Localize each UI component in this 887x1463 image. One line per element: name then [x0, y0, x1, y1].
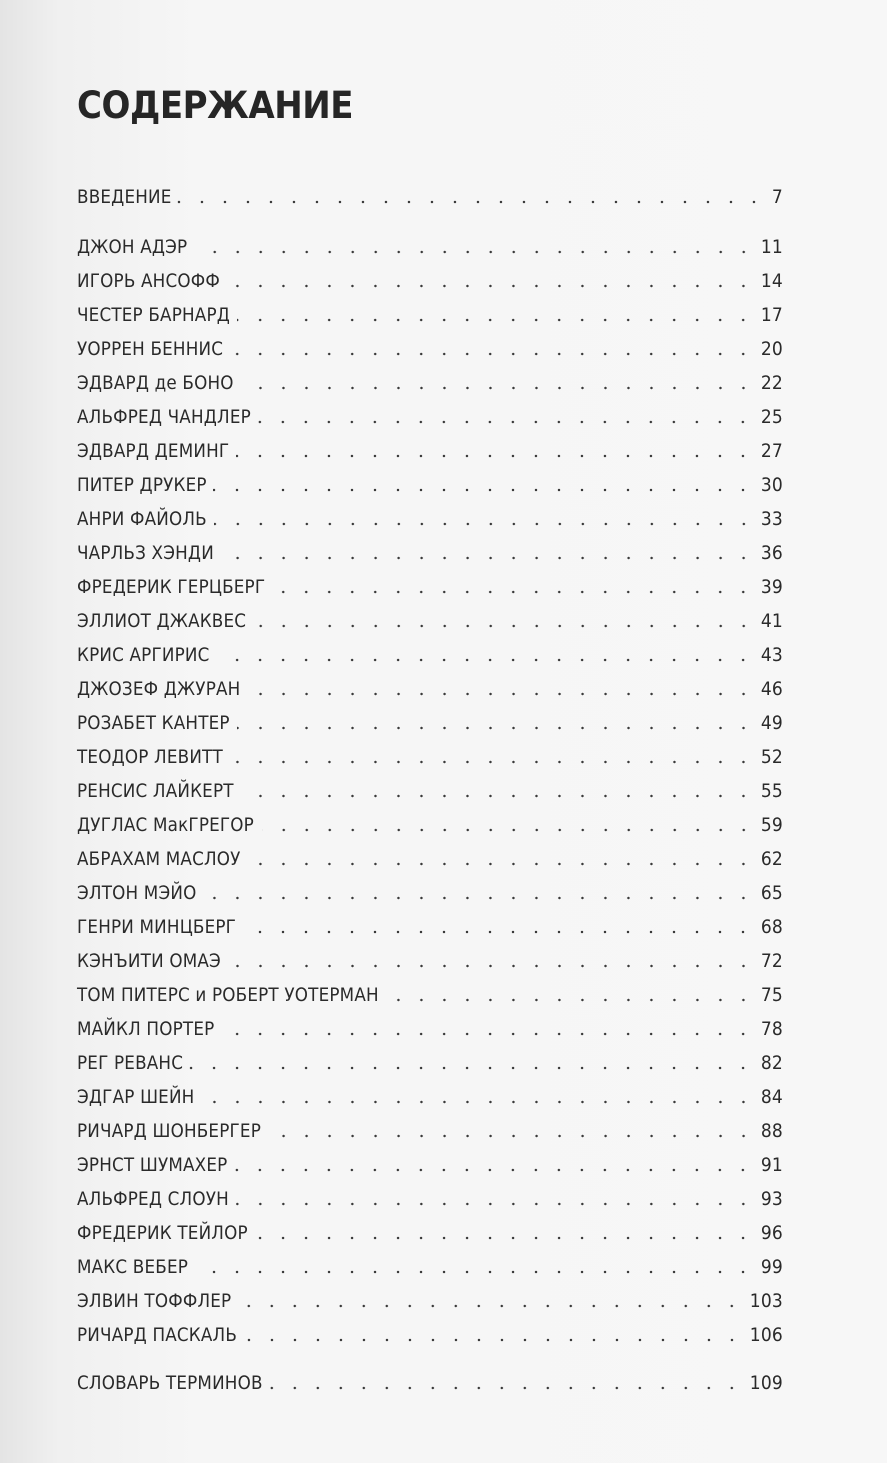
toc-entry[interactable] — [77, 773, 783, 803]
toc-entry[interactable] — [77, 331, 783, 361]
toc-entry-page: 109 — [749, 1372, 783, 1394]
toc-entry-page: 27 — [760, 440, 783, 462]
dot-leader — [270, 1371, 747, 1395]
toc-entry-label: ПИТЕР ДРУКЕР — [77, 474, 207, 496]
toc-entry[interactable] — [77, 1147, 783, 1177]
dot-leader — [241, 779, 759, 803]
dot-leader — [230, 337, 759, 361]
toc-entry-label: АЛЬФРЕД СЛОУН — [77, 1188, 229, 1210]
toc-entry[interactable] — [77, 1249, 783, 1279]
toc-entry[interactable] — [77, 909, 783, 939]
dot-leader — [194, 1255, 759, 1279]
toc-entry[interactable] — [77, 1317, 783, 1347]
toc-entry-page: 106 — [749, 1324, 783, 1346]
toc-entry[interactable] — [77, 365, 783, 395]
dot-leader — [236, 1187, 759, 1211]
toc-entry[interactable] — [77, 603, 783, 633]
dot-leader — [389, 983, 759, 1007]
toc-entry-label: ЧЕСТЕР БАРНАРД — [77, 304, 231, 326]
toc-entry-page: 99 — [760, 1256, 783, 1278]
toc-entry-label: ЭЛЛИОТ ДЖАКВЕС — [77, 610, 247, 632]
dot-leader — [258, 405, 758, 429]
toc-entry-label: ЭДВАРД ДЕМИНГ — [77, 440, 230, 462]
dot-leader — [241, 371, 759, 395]
toc-entry-label: АЛЬФРЕД ЧАНДЛЕР — [77, 406, 251, 428]
toc-entry-label: КРИС АРГИРИС — [77, 644, 210, 666]
dot-leader — [194, 235, 759, 259]
dot-leader — [214, 507, 759, 531]
toc-entry[interactable] — [77, 1113, 783, 1143]
toc-entry-page: 11 — [760, 236, 783, 258]
toc-entry-label: РИЧАРД ШОНБЕРГЕР — [77, 1120, 262, 1142]
dot-leader — [255, 1221, 759, 1245]
toc-entry-page: 72 — [760, 950, 783, 972]
toc-entry[interactable] — [77, 229, 783, 259]
table-of-contents — [77, 0, 783, 1463]
toc-entry-label: ФРЕДЕРИК ГЕРЦБЕРГ — [77, 576, 266, 598]
toc-entry-page: 33 — [760, 508, 783, 530]
toc-entry[interactable] — [77, 671, 783, 701]
toc-entry-label: РЕНСИС ЛАЙКЕРТ — [77, 780, 234, 802]
toc-entry[interactable] — [77, 841, 783, 871]
dot-leader — [254, 609, 759, 633]
toc-entry[interactable] — [77, 807, 783, 837]
toc-entry[interactable] — [77, 535, 783, 565]
toc-entry[interactable] — [77, 875, 783, 905]
toc-entry-page: 82 — [760, 1052, 783, 1074]
dot-leader — [234, 1153, 758, 1177]
toc-entry-label: ДУГЛАС МакГРЕГОР — [77, 814, 254, 836]
toc-entry-label: РЕГ РЕВАНС — [77, 1052, 184, 1074]
toc-entry[interactable] — [77, 297, 783, 327]
dot-leader — [273, 575, 759, 599]
toc-entry[interactable] — [77, 1045, 783, 1075]
toc-entry-page: 20 — [760, 338, 783, 360]
toc-entry-page: 65 — [760, 882, 783, 904]
dot-leader — [201, 1085, 759, 1109]
toc-entry[interactable] — [77, 977, 783, 1007]
toc-entry-label: ИГОРЬ АНСОФФ — [77, 270, 220, 292]
toc-entry-label: ЭЛВИН ТОФФЛЕР — [77, 1290, 232, 1312]
toc-entry-page: 91 — [760, 1154, 783, 1176]
toc-entry-label: МАЙКЛ ПОРТЕР — [77, 1018, 215, 1040]
toc-entry[interactable] — [77, 637, 783, 667]
toc-entry[interactable] — [77, 1215, 783, 1245]
toc-entry-label: ДЖОН АДЭР — [77, 236, 188, 258]
toc-entry-label: СЛОВАРЬ ТЕРМИНОВ — [77, 1372, 263, 1394]
toc-entry-label: ФРЕДЕРИК ТЕЙЛОР — [77, 1222, 248, 1244]
toc-entry-page: 75 — [760, 984, 783, 1006]
toc-entry-page: 7 — [771, 186, 783, 208]
toc-entry-label: МАКС ВЕБЕР — [77, 1256, 189, 1278]
toc-entry-page: 36 — [760, 542, 783, 564]
toc-entry-page: 59 — [760, 814, 783, 836]
toc-entry-page: 88 — [760, 1120, 783, 1142]
toc-entry-introduction[interactable] — [77, 179, 783, 209]
toc-entry[interactable] — [77, 1181, 783, 1211]
toc-entry-page: 43 — [760, 644, 783, 666]
dot-leader — [237, 303, 759, 327]
toc-entry-page: 25 — [760, 406, 783, 428]
dot-leader — [221, 541, 759, 565]
toc-entry-label: ЭРНСТ ШУМАХЕР — [77, 1154, 228, 1176]
toc-entry-label: УОРРЕН БЕННИС — [77, 338, 224, 360]
toc-entry-page: 103 — [749, 1290, 783, 1312]
toc-entry[interactable] — [77, 1011, 783, 1041]
toc-entry-page: 68 — [760, 916, 783, 938]
toc-entry-label: ЭДГАР ШЕЙН — [77, 1086, 195, 1108]
toc-entry[interactable] — [77, 263, 783, 293]
dot-leader — [236, 439, 758, 463]
toc-entry-page: 22 — [760, 372, 783, 394]
toc-entry-page: 55 — [760, 780, 783, 802]
toc-entry-glossary[interactable] — [77, 1365, 783, 1395]
toc-entry-page: 84 — [760, 1086, 783, 1108]
toc-entry-page: 93 — [760, 1188, 783, 1210]
toc-entry-page: 96 — [760, 1222, 783, 1244]
toc-entry[interactable] — [77, 705, 783, 735]
toc-entry-page: 78 — [760, 1018, 783, 1040]
toc-entry-page: 17 — [760, 304, 783, 326]
toc-entry-label: АНРИ ФАЙОЛЬ — [77, 508, 207, 530]
toc-entry[interactable] — [77, 399, 783, 429]
dot-leader — [238, 1289, 747, 1313]
toc-entry[interactable] — [77, 501, 783, 531]
toc-entry-page: 49 — [760, 712, 783, 734]
toc-entry-page: 41 — [760, 610, 783, 632]
dot-leader — [203, 881, 759, 905]
toc-entry-label: АБРАХАМ МАСЛОУ — [77, 848, 241, 870]
toc-entry[interactable] — [77, 943, 783, 973]
toc-entry-label: ТОМ ПИТЕРС и РОБЕРТ УОТЕРМАН — [77, 984, 379, 1006]
toc-entry-label: ГЕНРИ МИНЦБЕРГ — [77, 916, 237, 938]
toc-entry[interactable] — [77, 433, 783, 463]
dot-leader — [189, 1051, 759, 1075]
toc-entry-page: 62 — [760, 848, 783, 870]
dot-leader — [230, 745, 759, 769]
toc-entry-page: 52 — [760, 746, 783, 768]
page-title: СОДЕРЖАНИЕ — [77, 84, 354, 127]
dot-leader — [269, 1119, 759, 1143]
toc-entry-label: РИЧАРД ПАСКАЛЬ — [77, 1324, 238, 1346]
dot-leader — [216, 643, 759, 667]
toc-entry[interactable] — [77, 569, 783, 599]
toc-entry[interactable] — [77, 1079, 783, 1109]
dot-leader — [177, 185, 769, 209]
toc-entry-label: ВВЕДЕНИЕ — [77, 186, 172, 208]
toc-entry-label: КЭНЪИТИ ОМАЭ — [77, 950, 221, 972]
toc-entry-label: ТЕОДОР ЛЕВИТТ — [77, 746, 223, 768]
toc-entry-label: ЭДВАРД де БОНО — [77, 372, 234, 394]
toc-entry-page: 30 — [760, 474, 783, 496]
dot-leader — [237, 711, 759, 735]
toc-entry-page: 14 — [760, 270, 783, 292]
dot-leader — [248, 847, 759, 871]
toc-entry-label: РОЗАБЕТ КАНТЕР — [77, 712, 230, 734]
toc-entry[interactable] — [77, 467, 783, 497]
dot-leader — [213, 473, 759, 497]
dot-leader — [248, 677, 759, 701]
dot-leader — [227, 269, 759, 293]
toc-entry[interactable] — [77, 1283, 783, 1313]
toc-entry-label: ДЖОЗЕФ ДЖУРАН — [77, 678, 241, 700]
toc-entry[interactable] — [77, 739, 783, 769]
toc-entry-page: 39 — [760, 576, 783, 598]
toc-entry-label: ЧАРЛЬЗ ХЭНДИ — [77, 542, 214, 564]
dot-leader — [243, 915, 759, 939]
dot-leader — [244, 1323, 747, 1347]
dot-leader — [262, 813, 759, 837]
toc-entry-label: ЭЛТОН МЭЙО — [77, 882, 197, 904]
dot-leader — [221, 1017, 759, 1041]
toc-entry-page: 46 — [760, 678, 783, 700]
dot-leader — [228, 949, 759, 973]
